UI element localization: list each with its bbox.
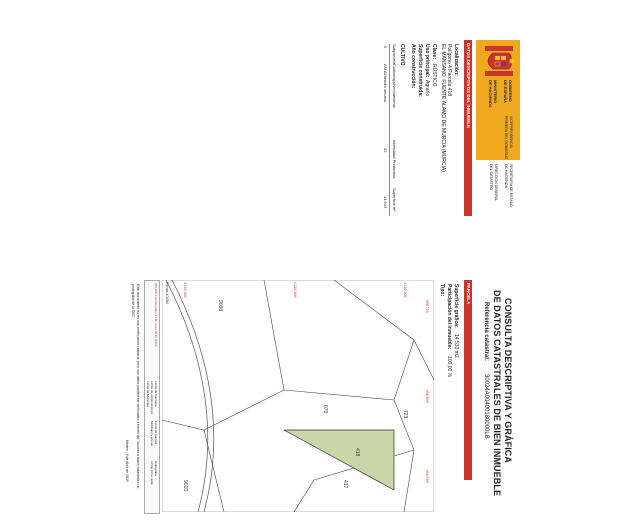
legend-footer-text: 658,200 Coordenadas U.T.M. Huso 30 ETRS89 <box>154 283 158 347</box>
cultivo-title: CULTIVO <box>399 44 405 66</box>
ref-catastral-value: 30024A00400180000LB <box>483 374 489 439</box>
row-intensidad: 02 <box>383 148 388 153</box>
coord-label-6: 4,183,400 <box>183 282 187 298</box>
gov-line2: DE ESPAÑA <box>503 80 508 104</box>
clase-label: Clase: <box>431 44 437 60</box>
coord-label-5: 658,900 <box>425 470 429 483</box>
vp-line1: VICEPRESIDENCIA <box>509 116 513 148</box>
footer-date: Martes , 9 de Abril de 2019 <box>125 440 129 482</box>
coord-label-4: 658,800 <box>425 390 429 403</box>
scale-text: Escala 1/2000 <box>165 282 169 305</box>
legend-item-2: Límite de parcela <box>154 421 158 445</box>
parcel-label: 418 <box>354 448 360 457</box>
map-legend <box>144 280 160 514</box>
participacion-value: 100,00 % <box>446 356 452 378</box>
neighbor-label-2: 670 <box>322 405 328 414</box>
row-cultivo: AM Almendro secano <box>383 64 388 103</box>
gov-line1: GOBIERNO <box>508 80 513 102</box>
sup-grafica-label: Superficie gráfica: <box>453 284 459 328</box>
col-subparcela: Subparcela <box>392 44 397 65</box>
rotated-document <box>120 40 520 520</box>
datos-section-title: DATOS DESCRIPTIVOS DEL INMUEBLE <box>466 43 471 129</box>
se-line2: DE HACIENDA <box>504 164 508 188</box>
legend-item-5: Mobiliario y aceras <box>150 421 154 447</box>
sup-grafica-value: 14.533 m2 <box>453 334 459 358</box>
uso-label: Uso principal: <box>424 44 430 78</box>
footer-note: Este documento no es una certificación catastral, pero sus datos pueden ser verificados a través del "Acceso a datos catastrales no protegidos de la SEC" <box>131 284 140 489</box>
parcela-section-header <box>464 280 472 480</box>
row-subparcela: 0 <box>383 46 388 49</box>
dg-line2: DEL CATASTRO <box>489 164 493 191</box>
document-title-line1: CONSULTA DESCRIPTIVA Y GRÁFICA <box>503 298 513 464</box>
ref-catastral-label: Referencia catastral: <box>483 302 489 362</box>
localizacion-value-2: EL MANSANO. FUENTE ÁLAMO DE MURCIA (MURCIA) <box>440 44 446 172</box>
legend-item-6: Límite zona verde <box>150 461 154 485</box>
col-intensidad: Intensidad Productiva <box>392 140 397 179</box>
dg-line1: DIRECCIÓN GENERAL <box>494 164 498 202</box>
min-line1: MINISTERIO <box>493 80 498 104</box>
cultivo-divider <box>389 44 390 216</box>
document-title-line2: DE DATOS CATASTRALES DE BIEN INMUEBLE <box>492 290 502 497</box>
coord-label-1: 658,700 <box>425 300 429 313</box>
coat-of-arms-logo <box>479 44 517 78</box>
coord-label-3: 4,183,600 <box>293 282 297 298</box>
superficie-construida-label: Superficie construida: <box>417 44 423 97</box>
legend-item-4: Límite de construcciones <box>150 381 154 415</box>
clase-value: RÚSTICO <box>431 64 437 87</box>
col-cultivo: Cultivo/aprovechamiento <box>392 64 397 109</box>
neighbor-label-3: 417 <box>342 480 348 489</box>
se-line1: SECRETARÍA DE ESTADO <box>509 164 513 207</box>
neighbor-label-5: 9010 <box>182 480 188 492</box>
legend-item-7: Límite de Municipio <box>146 381 150 407</box>
min-line2: DE HACIENDA <box>488 80 493 108</box>
coord-label-2: 4,183,500 <box>403 282 407 298</box>
vp-line2: PRIMERA DEL GOBIERNO <box>504 116 508 160</box>
row-superficie: 14.533 <box>383 196 388 209</box>
legend-item-3: Hidrografía <box>154 461 158 476</box>
tipo-label: Tipo: <box>439 284 445 297</box>
anio-construccion-label: Año construcción: <box>410 44 416 89</box>
neighbor-label-4: 9008 <box>217 300 223 312</box>
document-sheet <box>120 40 520 520</box>
localizacion-label: Localización: <box>453 44 459 76</box>
legend-item-1: Límite de manzana <box>154 381 158 407</box>
localizacion-value-1: Polígono 4 Parcela 418 <box>446 44 452 96</box>
participacion-label: Participación del inmueble: <box>446 284 452 350</box>
datos-section-header <box>464 40 472 216</box>
cadastral-map <box>162 280 434 512</box>
uso-value: Agrario <box>424 80 430 97</box>
col-superficie: Superficie m² <box>392 188 397 212</box>
neighbor-label-1: 723 <box>402 410 408 419</box>
parcela-section-title: PARCELA <box>466 283 471 305</box>
